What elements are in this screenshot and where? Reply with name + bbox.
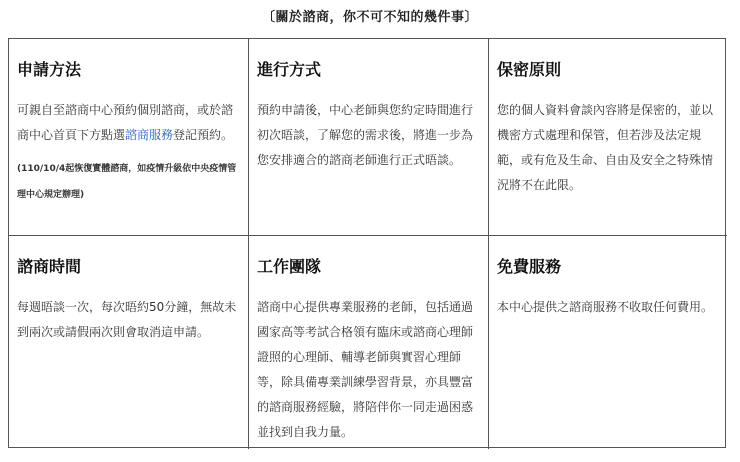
- cell-heading: 諮商時間: [17, 257, 82, 276]
- cell-body: 諮商中心提供專業服務的老師，包括通過國家高等考試合格領有臨床或諮商心理師證照的心理師、輔導老師與實習心理師等，除具備專業訓練學習背景，亦具豐富的諮商服務經驗，將陪伴你一同走過困惑並找到自我力量。: [257, 300, 474, 439]
- cell-heading: 工作團隊: [257, 257, 322, 276]
- cell-application-method: [9, 39, 249, 236]
- cell-team: [249, 236, 489, 449]
- counseling-service-link[interactable]: 諮商服務: [125, 128, 174, 142]
- cell-heading: 免費服務: [497, 257, 562, 276]
- cell-note: (110/10/4起恢復實體諮商，如疫情升級依中央疫情管理中心規定辦理): [17, 164, 237, 200]
- cell-confidentiality: [489, 39, 727, 236]
- body-text: 可親自至諮商中心預約個別諮商，或於諮商中心首頁下方點選: [17, 103, 234, 142]
- cell-body: 預約申請後，中心老師與您約定時間進行初次晤談，了解您的需求後，將進一步為您安排適合的諮商老師進行正式晤談。: [257, 103, 474, 167]
- info-table: [8, 38, 726, 448]
- cell-body: 每週晤談一次，每次晤約50分鐘，無故未到兩次或請假兩次則會取消這申請。: [17, 300, 237, 339]
- cell-free-service: [489, 236, 727, 449]
- cell-body: 您的個人資料會談內容將是保密的，並以機密方式處理和保管，但若涉及法定規範，或有危及生命、自由及安全之特殊情況將不在此限。: [497, 103, 714, 192]
- body-text-end: 登記預約。: [173, 128, 234, 142]
- cell-heading: 保密原則: [497, 60, 562, 79]
- cell-procedure: [249, 39, 489, 236]
- cell-counseling-time: [9, 236, 249, 449]
- cell-heading: 申請方法: [17, 60, 82, 79]
- cell-body: 本中心提供之諮商服務不收取任何費用。: [497, 300, 714, 314]
- cell-heading: 進行方式: [257, 60, 322, 79]
- page-title: 〔關於諮商，你不可不知的幾件事〕: [261, 10, 478, 25]
- cell-body: [17, 98, 240, 148]
